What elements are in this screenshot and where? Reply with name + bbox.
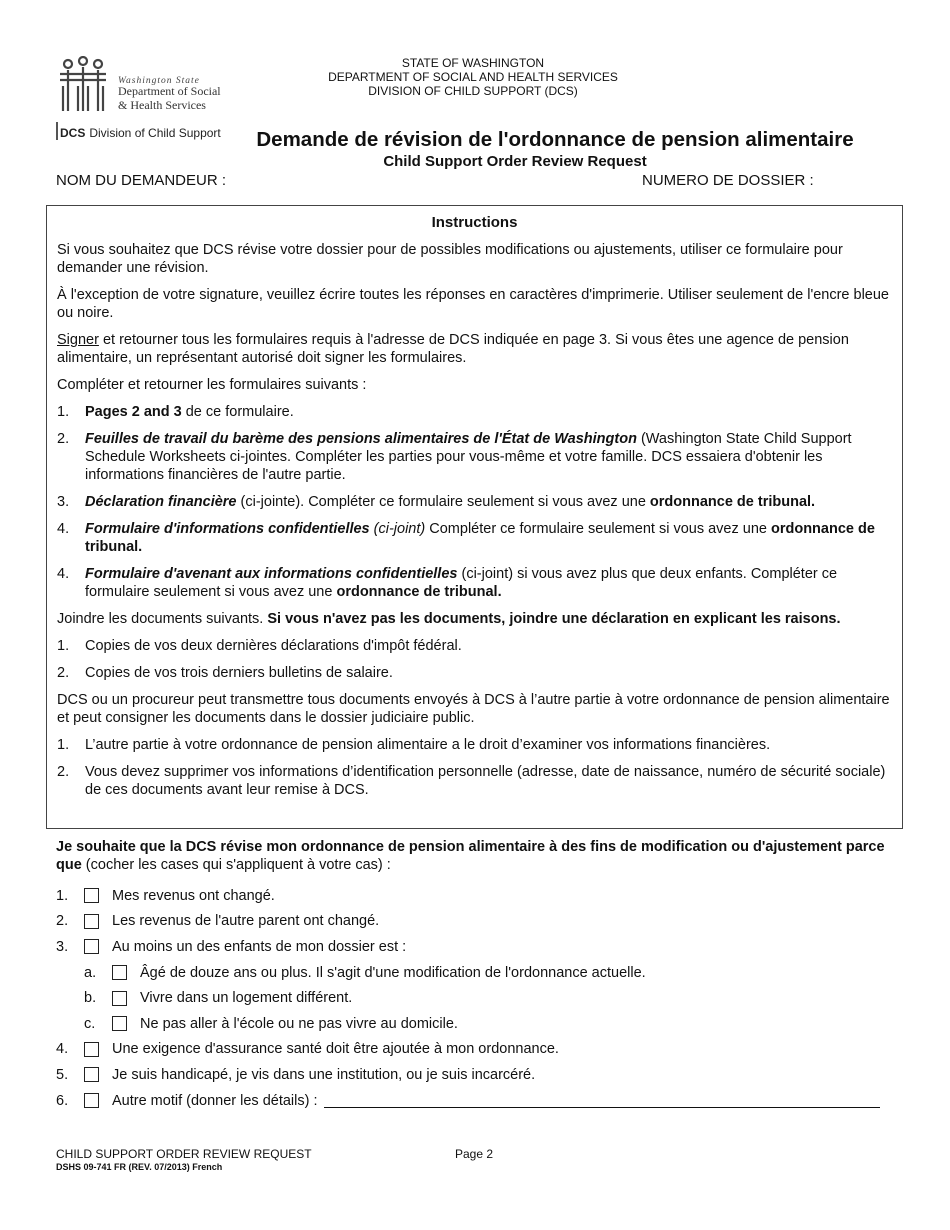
page-subtitle: Child Support Order Review Request	[383, 153, 647, 170]
reason-child-age	[56, 960, 906, 986]
instructions-paragraph: Compléter et retourner les formulaires suivants :	[57, 377, 367, 393]
form-name: Feuilles de travail du barème des pensions alimentaires de l'État de Washington	[85, 431, 637, 447]
instructions-paragraph: DCS ou un procureur peut transmettre tous documents envoyés à DCS à l’autre partie à votre ordonnance de pension alimentaire et peut consigner les documents dans le dossier judiciaire public.	[57, 692, 890, 726]
list-letter: b.	[84, 990, 97, 1007]
court-order-text: ordonnance de tribunal.	[336, 584, 502, 600]
other-reason-checkbox[interactable]	[84, 1093, 99, 1108]
logo-division-name: Division of Child Support	[89, 126, 221, 140]
reason-other-parent-income	[56, 909, 906, 935]
checkbox-label: Âgé de douze ans ou plus. Il s'agit d'une modification de l'ordonnance actuelle.	[140, 964, 646, 981]
instructions-paragraph	[57, 331, 892, 367]
list-text	[85, 520, 892, 556]
attach-docs-bold-text: Si vous n'avez pas les documents, joindre une déclaration en explicant les raisons.	[267, 611, 841, 627]
list-text: Vous devez supprimer vos informations d’identification personnelle (adresse, date de naissance, numéro de sécurité sociale) de ces documents avant leur remise à DCS.	[85, 764, 886, 798]
list-text: L’autre partie à votre ordonnance de pension alimentaire a le droit d’examiner vos informations financières.	[85, 737, 771, 753]
form-description: (ci-joint) si vous avez plus que deux enfants. Compléter ce formulaire seulement si vous avez une	[85, 566, 838, 600]
reason-child-school	[56, 1011, 906, 1037]
checkbox-label: Vivre dans un logement différent.	[140, 990, 353, 1007]
reason-income-changed	[56, 883, 906, 909]
list-item	[57, 664, 892, 682]
logo-department-text	[118, 84, 221, 112]
form-name: Formulaire d'informations confidentielles	[85, 521, 370, 537]
attached-note: (ci-joint)	[369, 521, 426, 537]
logo-department-line1: Department of Social	[118, 84, 221, 98]
child-school-checkbox[interactable]	[112, 1016, 127, 1031]
checkbox-label: Les revenus de l'autre parent ont changé.	[112, 913, 380, 930]
applicant-name-label: NOM DU DEMANDEUR :	[56, 172, 227, 189]
list-number: 1.	[57, 404, 70, 420]
list-text	[85, 430, 892, 484]
checkbox-label: Mes revenus ont changé.	[112, 887, 275, 904]
review-reasons-section	[56, 838, 906, 1113]
list-text: Copies de vos trois derniers bulletins de salaire.	[85, 665, 393, 681]
footer-form-number: DSHS 09-741 FR (REV. 07/2013) French	[56, 1162, 223, 1172]
logo-divider	[56, 122, 58, 140]
list-text: Copies de vos deux dernières déclarations d'impôt fédéral.	[85, 638, 462, 654]
list-text	[85, 565, 892, 601]
reasons-intro	[56, 838, 906, 874]
child-status-checkbox[interactable]	[84, 939, 99, 954]
page-number: Page 2	[455, 1147, 494, 1161]
form-description: (Washington State Child Support Schedule Worksheets ci-jointes. Compléter les parties pour vous-même et votre famille. DCS essaiera d'obtenir les informations financières de l'autre partie.	[85, 431, 852, 483]
checkbox-label: Autre motif (donner les détails) :	[112, 1092, 318, 1109]
footer-form-title: CHILD SUPPORT ORDER REVIEW REQUEST	[56, 1147, 312, 1161]
attach-docs-text: Joindre les documents suivants.	[57, 611, 268, 627]
list-item	[57, 637, 892, 655]
list-text	[85, 493, 892, 511]
form-name: Pages 2 and 3	[85, 404, 182, 420]
agency-header	[260, 56, 686, 98]
child-housing-checkbox[interactable]	[112, 991, 127, 1006]
instructions-paragraph	[57, 610, 892, 628]
list-item	[57, 520, 892, 556]
logo-division	[60, 124, 221, 142]
disabled-incarcerated-checkbox[interactable]	[84, 1067, 99, 1082]
list-number: 1.	[57, 638, 70, 654]
checkbox-label: Une exigence d'assurance santé doit être ajoutée à mon ordonnance.	[112, 1041, 559, 1058]
sign-paragraph-text: et retourner tous les formulaires requis à l'adresse de DCS indiquée en page 3. Si vous êtes une agence de pension alimentaire, un représentant autorisé doit signer les formulaires.	[57, 332, 849, 366]
form-description: Compléter ce formulaire seulement si vous avez une	[425, 521, 771, 537]
reason-disabled-incarcerated	[56, 1062, 906, 1088]
list-item	[57, 493, 892, 511]
list-number: 3.	[56, 938, 69, 955]
list-letter: a.	[84, 964, 97, 981]
logo-state-text: Washington State	[118, 76, 200, 86]
sign-underlined-text: Signer	[57, 332, 99, 348]
list-item	[57, 763, 892, 799]
family-emblem-icon	[56, 56, 110, 114]
list-number: 6.	[56, 1092, 69, 1109]
list-item	[57, 736, 892, 754]
checkbox-label: Ne pas aller à l'école ou ne pas vivre au domicile.	[140, 1015, 458, 1032]
reason-child-housing	[56, 985, 906, 1011]
instructions-heading: Instructions	[431, 214, 518, 231]
instructions-box	[46, 205, 903, 829]
reasons-intro-bold: Je souhaite que la DCS révise mon ordonnance de pension alimentaire à des fins de modification ou d'ajustement parce que	[56, 839, 885, 873]
other-parent-income-checkbox[interactable]	[84, 914, 99, 929]
agency-line-1: STATE OF WASHINGTON	[401, 56, 545, 70]
list-item	[57, 430, 892, 484]
agency-line-3: DIVISION OF CHILD SUPPORT (DCS)	[368, 84, 578, 98]
income-changed-checkbox[interactable]	[84, 888, 99, 903]
logo-dcs-abbr: DCS	[60, 126, 86, 140]
other-reason-details-field[interactable]	[324, 1094, 880, 1108]
instructions-paragraph: À l'exception de votre signature, veuillez écrire toutes les réponses en caractères d'imprimerie. Utiliser seulement de l'encre bleue ou noire.	[57, 287, 889, 321]
list-number: 5.	[56, 1066, 69, 1083]
form-description: de ce formulaire.	[181, 404, 294, 420]
list-number: 2.	[57, 431, 70, 447]
instructions-paragraph: Si vous souhaitez que DCS révise votre dossier pour de possibles modifications ou ajustements, utiliser ce formulaire pour demander une révision.	[57, 242, 843, 276]
reason-health-insurance	[56, 1037, 906, 1063]
form-name: Formulaire d'avenant aux informations confidentielles	[85, 566, 458, 582]
agency-line-2: DEPARTMENT OF SOCIAL AND HEALTH SERVICES	[328, 70, 618, 84]
reasons-intro-rest: (cocher les cases qui s'appliquent à votre cas) :	[81, 857, 391, 873]
list-text	[85, 403, 892, 421]
list-number: 2.	[57, 764, 70, 780]
form-name: Déclaration financière	[85, 494, 237, 510]
list-number: 3.	[57, 494, 70, 510]
list-number: 4.	[57, 521, 70, 537]
list-item	[57, 403, 892, 421]
court-order-text: ordonnance de tribunal.	[649, 494, 816, 510]
list-number: 2.	[56, 913, 69, 930]
reason-other	[56, 1088, 906, 1114]
list-item	[57, 565, 892, 601]
case-number-label: NUMERO DE DOSSIER :	[642, 172, 814, 189]
list-number: 1.	[56, 887, 69, 904]
list-letter: c.	[84, 1015, 96, 1032]
logo-department-line2: & Health Services	[118, 98, 206, 112]
page-title: Demande de révision de l'ordonnance de pension alimentaire	[256, 128, 854, 151]
list-number: 4.	[57, 566, 70, 582]
reason-child-status	[56, 934, 906, 960]
form-description: (ci-jointe). Compléter ce formulaire seulement si vous avez une	[236, 494, 650, 510]
list-number: 4.	[56, 1041, 69, 1058]
checkbox-label: Je suis handicapé, je vis dans une institution, ou je suis incarcéré.	[112, 1066, 536, 1083]
checkbox-label: Au moins un des enfants de mon dossier est :	[112, 938, 407, 955]
health-insurance-checkbox[interactable]	[84, 1042, 99, 1057]
court-order-text: ordonnance de tribunal.	[85, 521, 875, 555]
child-age-checkbox[interactable]	[112, 965, 127, 980]
list-number: 2.	[57, 665, 70, 681]
list-number: 1.	[57, 737, 70, 753]
